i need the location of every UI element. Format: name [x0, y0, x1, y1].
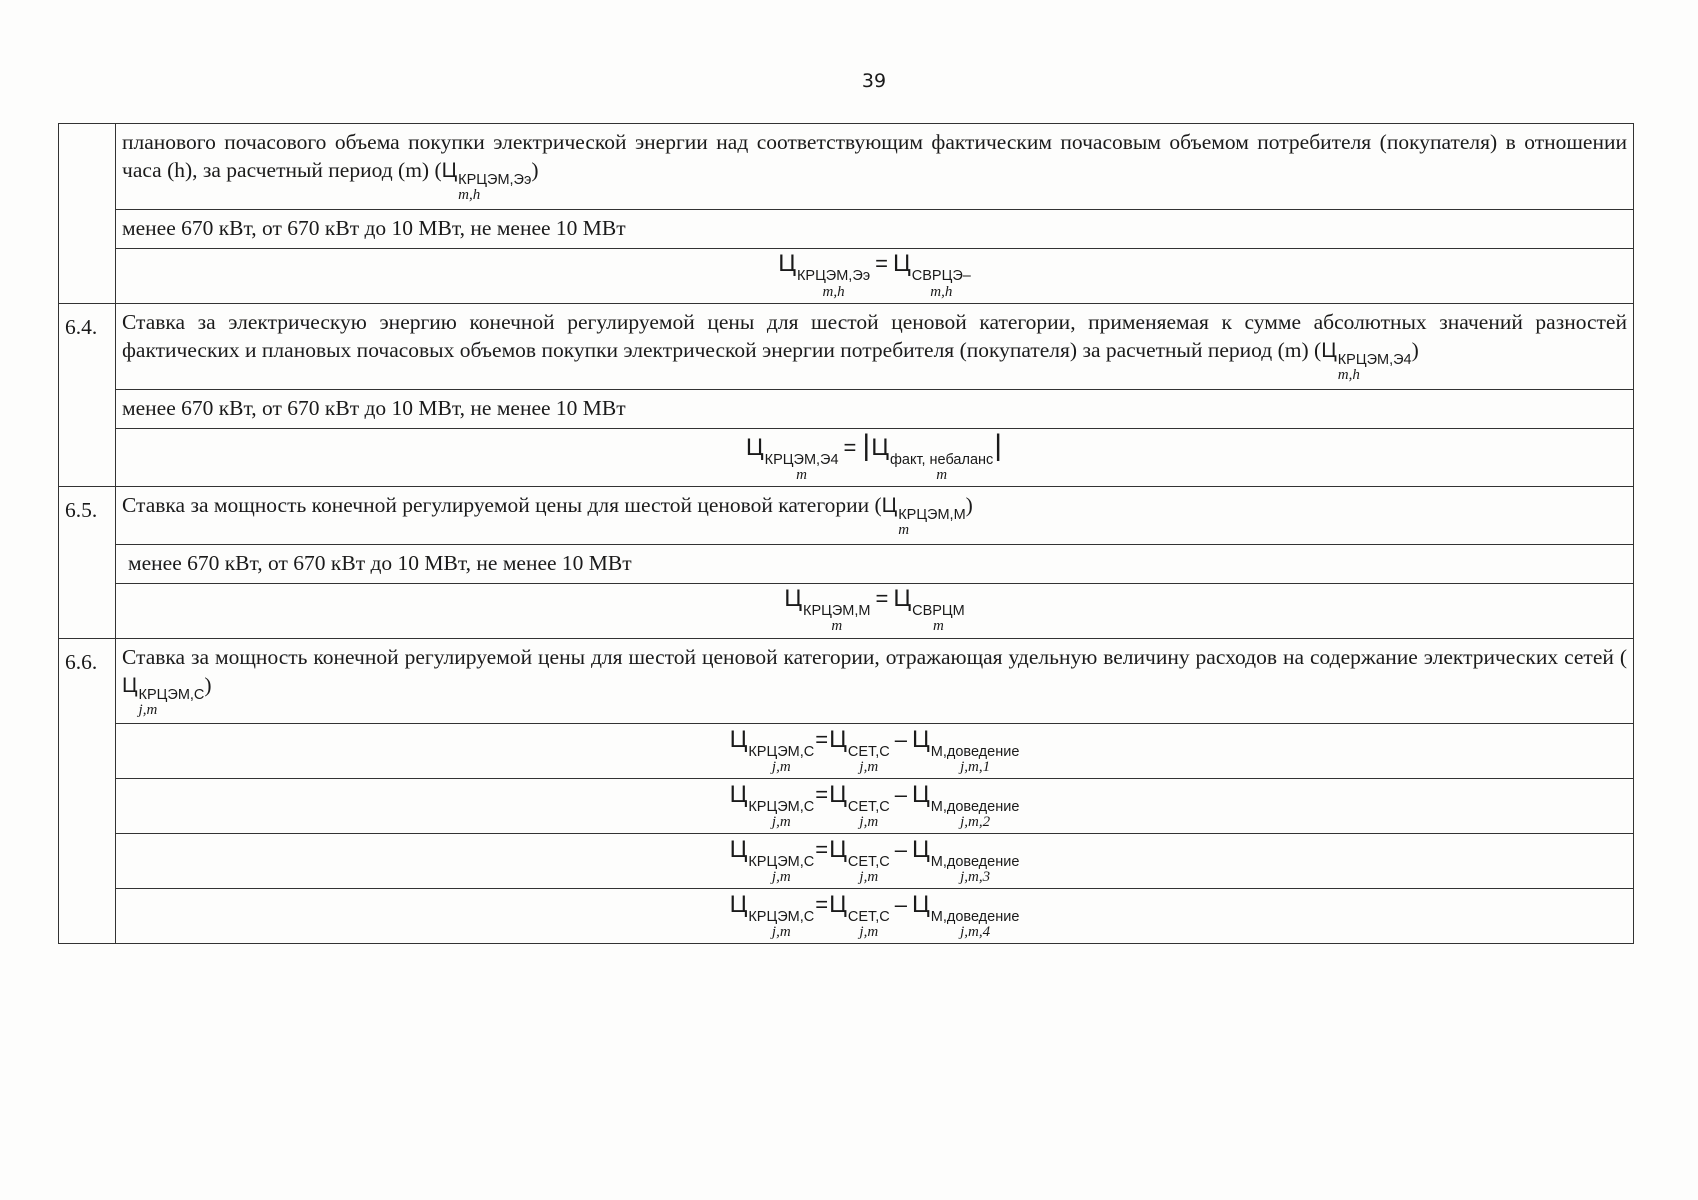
inline-formula: Ц КРЦЭМ,М m: [881, 493, 966, 538]
table-row: [59, 779, 1634, 834]
table-row: [59, 724, 1634, 779]
table-row: [59, 124, 1634, 210]
table-row: [59, 389, 1634, 428]
category-cell: менее 670 кВт, от 670 кВт до 10 МВт, не менее 10 МВт: [116, 389, 1634, 428]
table-row: [59, 209, 1634, 248]
table-row: [59, 303, 1634, 389]
row-number: [59, 124, 116, 304]
table-row: [59, 638, 1634, 724]
formula: Ц КРЦЭМ,Э4 m = |Ц факт, небаланс m |: [745, 428, 1003, 483]
formula: Ц КРЦЭМ,М m = Ц СВРЦМ m: [784, 585, 965, 635]
inline-formula: Ц КРЦЭМ,С j,m: [122, 673, 205, 718]
table-row: [59, 834, 1634, 889]
inline-formula: Ц КРЦЭМ,Ээ m,h: [441, 158, 532, 204]
table-row: [59, 544, 1634, 583]
formula: Ц КРЦЭМ,С j,m =Ц СЕТ,С j,m – Ц М,доведение j,m,4: [729, 890, 1020, 941]
page-number: 39: [861, 70, 887, 92]
table-row: [59, 248, 1634, 303]
inline-formula: Ц КРЦЭМ,Э4 m,h: [1321, 338, 1412, 383]
table-row: [59, 428, 1634, 486]
row-number: 6.4.: [59, 303, 116, 486]
row-number: 6.5.: [59, 486, 116, 638]
row-number: 6.6.: [59, 638, 116, 944]
formula-cell: [116, 779, 1634, 834]
row-description: Ставка за электрическую энергию конечной регулируемой цены для шестой ценовой категории, применяемая к сумме абсолютных значений разностей фактических и плановых почасовых объемов покупки электрической энергии потребителя (покупателя) за расчетный период (m) (Ц КРЦЭМ,Э4 m,h ): [116, 303, 1634, 389]
table-row: [59, 486, 1634, 544]
category-cell: менее 670 кВт, от 670 кВт до 10 МВт, не менее 10 МВт: [116, 544, 1634, 583]
category-cell: менее 670 кВт, от 670 кВт до 10 МВт, не менее 10 МВт: [116, 209, 1634, 248]
formula: Ц КРЦЭМ,С j,m =Ц СЕТ,С j,m – Ц М,доведение j,m,3: [729, 835, 1020, 886]
formula: Ц КРЦЭМ,Ээ m,h = Ц СВРЦЭ– m,h: [778, 250, 971, 300]
row-description: Ставка за мощность конечной регулируемой цены для шестой ценовой категории (Ц КРЦЭМ,М m ): [116, 486, 1634, 544]
formula: Ц КРЦЭМ,С j,m =Ц СЕТ,С j,m – Ц М,доведение j,m,1: [729, 725, 1020, 776]
formula-cell: [116, 889, 1634, 944]
table-row: [59, 889, 1634, 944]
row-description: планового почасового объема покупки электрической энергии над соответствующим фактическим почасовым объемом потребителя (покупателя) в отношении часа (h), за расчетный период (m) (Ц КРЦЭМ,Ээ m,h ): [116, 124, 1634, 210]
row-description: Ставка за мощность конечной регулируемой цены для шестой ценовой категории, отражающая удельную величину расходов на содержание электрических сетей (Ц КРЦЭМ,С j,m ): [116, 638, 1634, 724]
table-row: [59, 583, 1634, 638]
formula-cell: [116, 428, 1634, 486]
formula: Ц КРЦЭМ,С j,m =Ц СЕТ,С j,m – Ц М,доведение j,m,2: [729, 780, 1020, 831]
formula-cell: [116, 834, 1634, 889]
formula-cell: [116, 583, 1634, 638]
formula-cell: [116, 248, 1634, 303]
tariff-table: [58, 123, 1634, 944]
formula-cell: [116, 724, 1634, 779]
